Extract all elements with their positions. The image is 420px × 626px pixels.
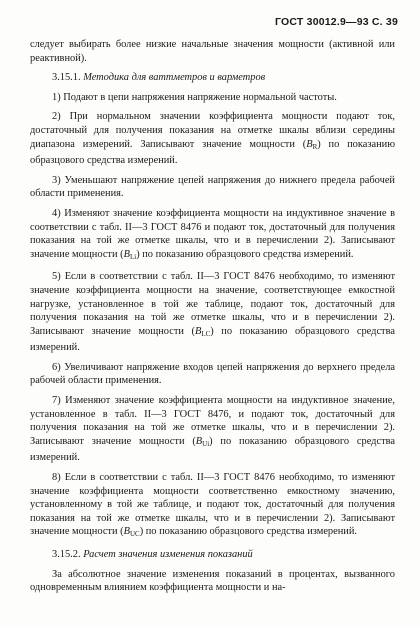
power-subscript: Li	[129, 252, 137, 261]
section-heading-3-15-2	[30, 548, 395, 562]
page-body	[30, 38, 395, 595]
power-symbol: B	[194, 325, 202, 337]
power-subscript: R	[312, 142, 318, 151]
list-item-4: 4) Изменяют значение коэффициента мощности на индуктивное значение в соответствии с табл. II—3 ГОСТ 8476 и подают ток, достаточный для получения показания на той же отметке шкалы, что и в перечислении 2). Записывают значение мощности $(B_{Li})$ по показанию образцового средства измерений.	[30, 207, 395, 261]
section-number: 3.15.2.	[52, 549, 81, 560]
page-header: ГОСТ 30012.9—93 С. 39	[275, 16, 398, 28]
list-item-7: 7) Изменяют значение коэффициента мощности на индуктивное значение, установленное в табл. II—3 ГОСТ 8476, и подают ток, достаточный для получения показания на той же отметке шкалы, что и в перечислении 2). Записывают значение мощности $(B_{Ui})$ по показанию образцового средства измерений.	[30, 395, 395, 464]
list-item-1: 1) Подают в цепи напряжения напряжение нормальной частоты.	[52, 91, 337, 103]
list-item-8: 8) Если в соответствии с табл. II—3 ГОСТ 8476 необходимо, то изменяют значение коэффициента мощности соответственно емкостному значению, установленному в той же таблице, и подают ток, достаточный для получения показания на той же отметке шкалы, что и в перечислении 2). Записывают значение мощности $(B_{UC})$ по показанию образцового средства измерений.	[30, 472, 395, 539]
paragraph-continued: следует выбирать более низкие начальные значения мощности (активной или реактивной).	[30, 39, 395, 64]
list-item-2: 2) При нормальном значении коэффициента мощности подают ток, достаточный для получения показания на отметке шкалы вблизи середины диапазона измерений. Записывают значение мощности $(B_R)$ по показанию образцового средства измерений.	[30, 111, 395, 167]
section-heading-3-15-1	[30, 71, 395, 85]
power-symbol: B	[123, 248, 130, 260]
section-number: 3.15.1.	[52, 72, 81, 84]
power-subscript: UC	[129, 530, 140, 539]
power-symbol: B	[195, 435, 203, 447]
list-item-5: 5) Если в соответствии с табл. II—3 ГОСТ 8476 необходимо, то изменяют значение коэффициента мощности на значение, соответствующее емкостной нагрузке, установленное в той же таблице, подают ток, достаточный для получения показания на той же отметке шкалы, что и в перечислении 2). Записывают значение мощности $(B_{LC})$ по показанию образцового средства измерений.	[30, 271, 395, 354]
list-item-3: 3) Уменьшают напряжение цепей напряжения до нижнего предела рабочей области применения.	[30, 174, 395, 200]
list-item-6: 6) Увеличивают напряжение входов цепей напряжения до верхнего предела рабочей области применения.	[30, 361, 395, 387]
power-subscript: LC	[201, 329, 211, 338]
section-title: Методика для ваттметров и варметров	[83, 72, 266, 84]
paragraph-calculation: За абсолютное значение изменения показаний в процентах, вызванного одновременным влиянием коэффициента мощности и на-	[30, 568, 395, 594]
power-symbol: B	[123, 526, 130, 538]
power-symbol: B	[306, 138, 313, 150]
section-title: Расчет значения изменения показаний	[83, 549, 253, 560]
power-subscript: Ui	[202, 439, 210, 448]
